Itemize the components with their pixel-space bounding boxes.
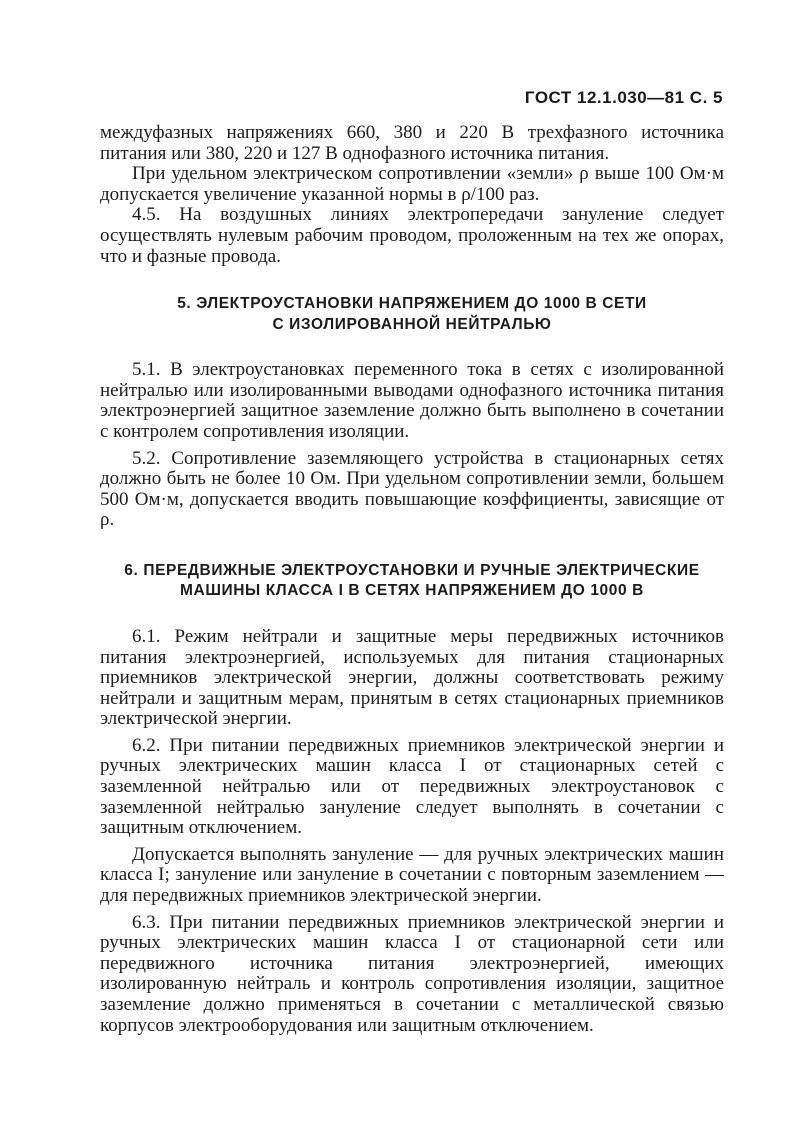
running-head: ГОСТ 12.1.030—81 С. 5: [524, 88, 723, 107]
section-5-heading-line-2: С ИЗОЛИРОВАННОЙ НЕЙТРАЛЬЮ: [272, 315, 552, 333]
paragraph-6-1: 6.1. Режим нейтрали и защитные меры передвижных источников питания электроэнергией, используемых для питания стационарных приемников электрической энергии, должны соответствовать режиму нейтрали и защитным мерам, принятым в сетях стационарных приемников электрической энергии.: [100, 625, 724, 730]
section-5-heading: [100, 294, 724, 335]
section-5-heading-line-1: 5. ЭЛЕКТРОУСТАНОВКИ НАПРЯЖЕНИЕМ ДО 1000 В СЕТИ: [177, 295, 647, 313]
paragraph-5-1: 5.1. В электроустановках переменного тока в сетях с изолированной нейтралью или изолированными выводами однофазного источника питания электроэнергией защитное заземление должно быть выполнено в сочетании с контролем сопротивления изоляции.: [100, 359, 724, 442]
paragraph-5-2: 5.2. Сопротивление заземляющего устройства в стационарных сетях должно быть не более 10 Ом. При удельном сопротивлении земли, большем 500 Ом·м, допускается вводить повышающие коэффициенты, зависящие от ρ.: [100, 447, 724, 531]
section-6-heading: [100, 561, 724, 602]
paragraph-6-2: 6.2. При питании передвижных приемников электрической энергии и ручных электрических машин класса I от стационарных сетей с заземленной нейтралью или от передвижных электроустановок с заземленной нейтралью зануление следует выполнять в сочетании с защитным отключением.: [100, 734, 724, 839]
section-6-heading-line-2: МАШИНЫ КЛАССА I В СЕТЯХ НАПРЯЖЕНИЕМ ДО 1000 В: [180, 582, 644, 600]
paragraph-continuation: междуфазных напряжениях 660, 380 и 220 В трехфазного источника питания или 380, 220 и 127 В однофазного источника питания.: [100, 122, 724, 164]
section-6-heading-line-1: 6. ПЕРЕДВИЖНЫЕ ЭЛЕКТРОУСТАНОВКИ И РУЧНЫЕ ЭЛЕКТРИЧЕСКИЕ: [124, 561, 700, 579]
paragraph-resistivity: При удельном электрическом сопротивлении «земли» ρ выше 100 Ом·м допускается увеличение указанной нормы в ρ/100 раз.: [100, 163, 724, 205]
paragraph-6-3: 6.3. При питании передвижных приемников электрической энергии и ручных электрических машин класса I от стационарной сети или передвижного источника питания электроэнергией, имеющих изолированную нейтраль и контроль сопротивления изоляции, защитное заземление должно применяться в сочетании с металлической связью корпусов электрооборудования или защитным отключением.: [100, 911, 724, 1036]
body-text: [100, 123, 724, 1036]
paragraph-4-5: 4.5. На воздушных линиях электропередачи зануление следует осуществлять нулевым рабочим проводом, проложенным на тех же опорах, что и фазные провода.: [100, 204, 724, 267]
paragraph-6-2-allowance: Допускается выполнять зануление — для ручных электрических машин класса I; зануление или зануление в сочетании с повторным заземлением — для передвижных приемников электрической энергии.: [100, 843, 724, 907]
